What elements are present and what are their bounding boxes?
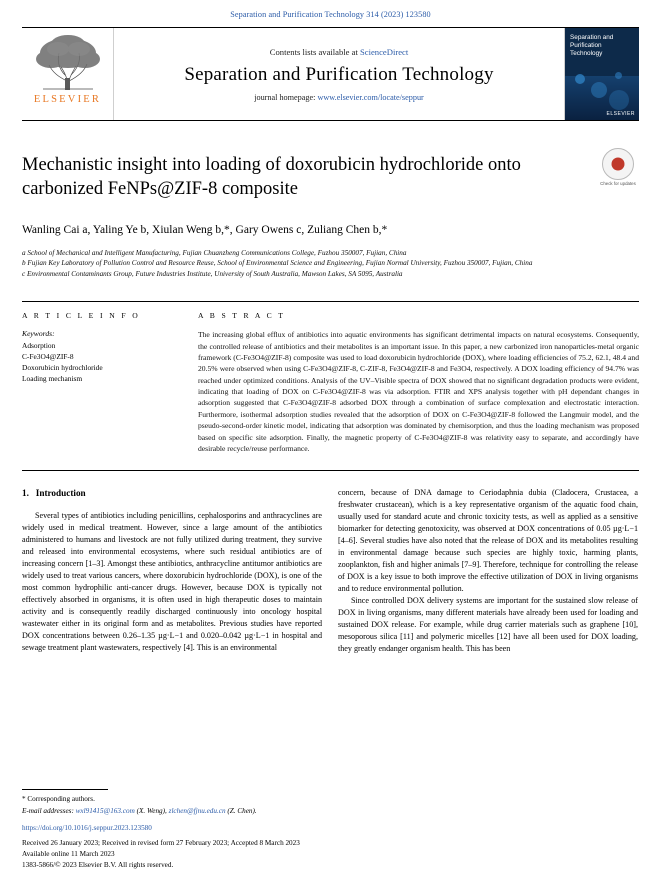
email-link-weng[interactable]: wxl91415@163.com <box>75 806 135 815</box>
keyword-item: C-Fe3O4@ZIF-8 <box>22 352 74 362</box>
crossmark-badge[interactable] <box>597 148 639 186</box>
contents-line <box>270 47 408 57</box>
author-list: Wanling Cai a, Yaling Ye b, Xiulan Weng b,*, Gary Owens c, Zuliang Chen b,* <box>22 223 388 236</box>
publication-dates: Received 26 January 2023; Received in revised form 27 February 2023; Accepted 8 March 2023 <box>22 839 300 848</box>
cover-dot <box>609 90 629 110</box>
keyword-item: Loading mechanism <box>22 374 83 384</box>
info-abstract-row <box>22 311 639 454</box>
affiliation-b: b Fujian Key Laboratory of Pollution Control and Resource Reuse, School of Environmental Science and Engineering, Fujian Normal University, Fuzhou 350007, Fujian, China <box>22 259 533 268</box>
corresponding-author-note: * Corresponding authors. <box>22 794 95 803</box>
elsevier-wordmark: ELSEVIER <box>33 94 102 105</box>
body-column-right <box>338 487 638 655</box>
journal-cover-thumbnail <box>564 28 639 120</box>
abstract-text: The increasing global efflux of antibiotics into aquatic environments has significant detrimental impacts on natural ecosystems. Consequently, the controlled release of antibiotics and their metabolites is an important issue. In this paper, a new carbonized iron nanoparticles-metal organic framework (C-Fe3O4@ZIF-8) composite was used to load doxorubicin hydrochloride (DOX), where loading efficiencies of 75.2, 62.1, 48.4 and 20.5% were observed when using C-Fe3O4@ZIF-8, C-ZIF-8, Fe3O4@ZIF-8 and Fe3O4, respectively. A DOX loading efficiency of 94.7% was reached under optimized conditions. Analysis of the UV–Visible spectra of DOX showed that no significant degradation products were evident, indicating that loading of DOX on C-Fe3O4@ZIF-8 was via adsorption. FTIR and XPS analysis together with pH dependant changes in adsorption suggested that C-Fe3O4@ZIF-8 adsorbed DOX through a combination of surface complexation and electrostatic interaction. Furthermore, isothermal adsorption studies revealed that the adsorption of DOX on C-Fe3O4@ZIF-8 followed the Langmuir model, and the pseudo-second-order kinetic model, indicating that adsorption was dominated by chemisorption, and thus the loading mechanism was proposed based on specific site adsorption. Finally, the magnetic property of C-Fe3O4@ZIF-8 was relativity easy to separate, and accordingly have desirable recycle/reuse performance. <box>198 330 639 454</box>
footnote-divider <box>22 789 108 790</box>
email-label: E-mail addresses: <box>22 806 74 815</box>
sciencedirect-link[interactable]: ScienceDirect <box>360 46 409 57</box>
section-title: Introduction <box>35 488 86 499</box>
doi-link[interactable] <box>22 823 322 834</box>
homepage-line <box>254 93 424 102</box>
article-info <box>22 311 198 454</box>
page-title: Mechanistic insight into loading of doxorubicin hydrochloride onto carbonized FeNPs@ZIF-8 composite <box>22 155 521 200</box>
elsevier-logo <box>22 28 114 120</box>
paragraph: concern, because of DNA damage to Ceriodaphnia dubia (Cladocera, Crustacea, a freshwater crustacean), which is a key representative organism of the aquatic food chain, usually used for standard acute and chronic toxicity tests, as well as applied as a sensitive biomarker for detecting genotoxicity, was observed at DOX concentrations of 0.05 µg·L−1 [4–6]. Several studies have also noted that the release of DOX and its metabolites resulting in environmental damage because such species are highly toxic, harming plants, zooplankton, fish and higher animals [7–9]. Therefore, technique for controlling the release of DOX is a key issue to both improve the effective utilization of DOX in living organisms and to reduce environmental pollution. <box>338 488 638 594</box>
article-info-heading: A R T I C L E I N F O <box>22 311 141 321</box>
masthead-center <box>114 28 564 120</box>
journal-homepage-link[interactable]: www.elsevier.com/locate/seppur <box>317 92 424 102</box>
paragraph: Several types of antibiotics including penicillins, cephalosporins and anthracyclines are widely used in medical treatment. However, since a large amount of the antibiotics administered to humans and livestock are not fully utilized during treatment, they survive and released into environmental ecosystems, where such residual antibiotics are of increasing concern [1–3]. Amongst these antibiotics, anthracycline antitumor antibiotics are widely used to treat various cancers, where doxorubicin hydrochloride (DOX), is one of the most common hydrophilic anti-cancer drugs. However, because DOX is typically not effectively absorbed in organisms, it is often used in high therapeutic doses to maintain activity and is consequently readily discharged continuously into oncology hospital wastewater either in its original form and as metabolites. Previous studies have reported DOX concentrations between 0.26–1.35 µg·L−1 and 0.020–0.042 µg·L−1 in hospital and sewage treatment plant wastewaters, respectively [4]. This is an environmental <box>22 511 322 652</box>
keyword-item: Adsorption <box>22 341 56 351</box>
section-heading <box>22 487 322 501</box>
body-column-left <box>22 487 322 655</box>
email-owner-chen: (Z. Chen). <box>227 806 257 815</box>
body-columns <box>22 487 639 655</box>
cover-dot <box>575 74 585 84</box>
paragraph: Since controlled DOX delivery systems are important for the sustained slow release of DOX in living organisms, many different materials have already been used for loading and sustained DOX release. For example, while drug carrier materials such as graphene [10], mesoporous silica [11] and polymeric micelles [12] have all been used for DOX loading, they greatly endanger organism health. This has been <box>338 596 638 654</box>
cover-dot <box>615 72 622 79</box>
info-divider-top <box>22 301 639 302</box>
journal-masthead <box>22 27 639 121</box>
crossmark-inner-dot <box>612 158 625 171</box>
email-owner-weng: (X. Weng), <box>136 806 167 815</box>
abstract-block <box>198 311 639 454</box>
available-online: Available online 11 March 2023 <box>22 850 115 859</box>
email-link-chen[interactable]: zlchen@fjnu.edu.cn <box>168 806 226 815</box>
crossmark-label: Check for updates <box>600 181 636 186</box>
abstract-heading: A B S T R A C T <box>198 311 286 321</box>
journal-title: Separation and Purification Technology <box>184 63 494 85</box>
affiliation-c: c Environmental Contaminants Group, Future Industries Institute, University of South Australia, Mawson Lakes, SA 5095, Australia <box>22 269 403 278</box>
section-number: 1. <box>22 488 29 499</box>
info-divider-bottom <box>22 470 639 471</box>
cover-title: Separation and Purification Technology <box>570 34 614 57</box>
cover-dot <box>591 82 607 98</box>
contents-prefix: Contents lists available at <box>269 46 358 57</box>
footnotes <box>22 789 322 871</box>
copyright-line: 1383-5866/© 2023 Elsevier B.V. All rights reserved. <box>22 861 174 870</box>
doi-url[interactable]: https://doi.org/10.1016/j.seppur.2023.123580 <box>22 824 152 833</box>
homepage-prefix: journal homepage: <box>254 92 316 102</box>
elsevier-tree-icon <box>29 31 107 93</box>
affiliation-a: a School of Mechanical and Intelligent Manufacturing, Fujian Chuanzheng Communications College, Fuzhou 350007, Fujian, China <box>22 248 407 257</box>
keyword-item: Doxorubicin hydrochloride <box>22 363 103 373</box>
running-head: Separation and Purification Technology 314 (2023) 123580 <box>230 10 431 19</box>
affiliations <box>22 248 639 279</box>
crossmark-icon <box>602 148 634 180</box>
cover-publisher-logo: ELSEVIER <box>606 111 635 117</box>
email-addresses <box>22 806 322 817</box>
keywords-label: Keywords: <box>22 329 55 339</box>
